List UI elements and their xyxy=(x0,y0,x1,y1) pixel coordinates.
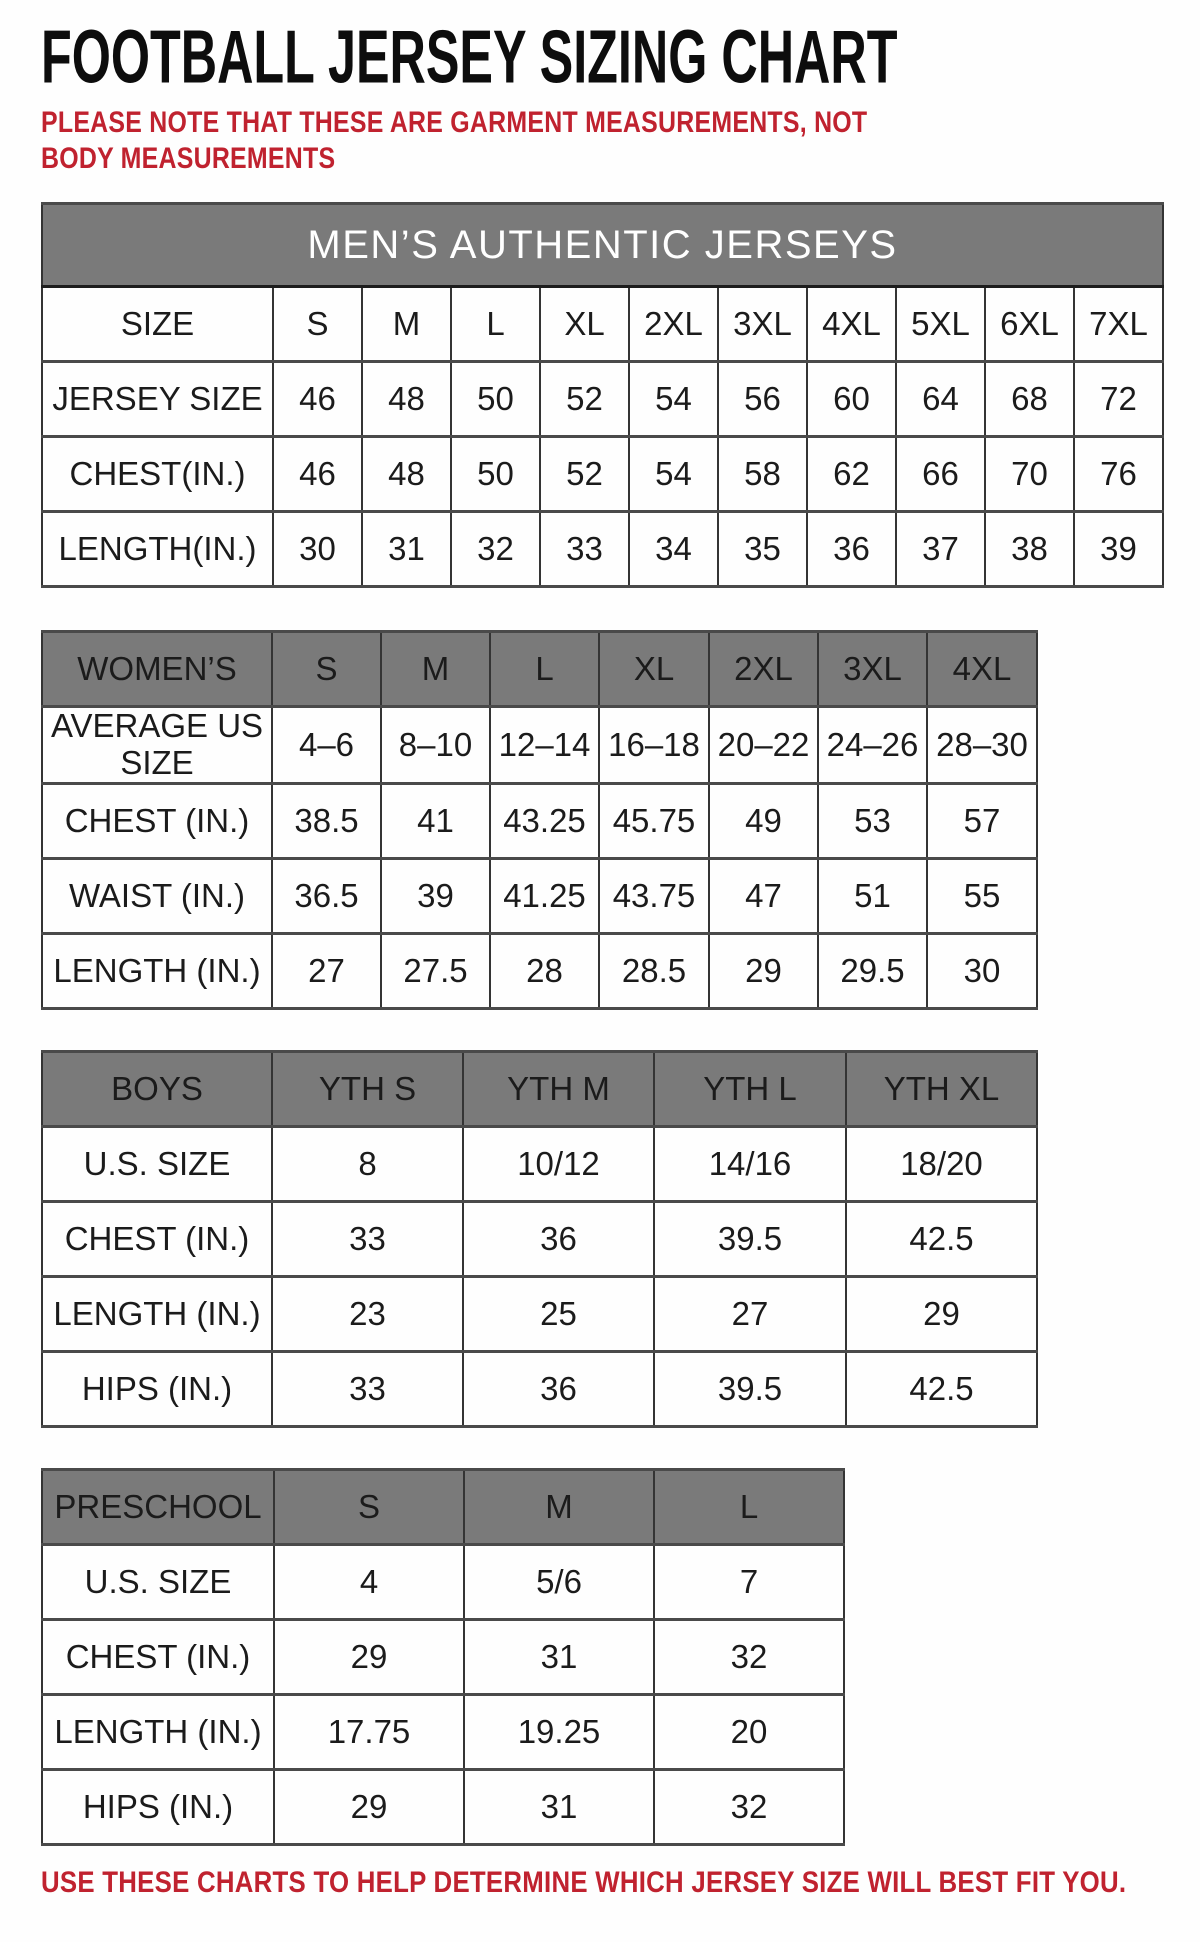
value-cell: 19.25 xyxy=(464,1695,654,1770)
value-cell: 29 xyxy=(274,1620,464,1695)
value-cell: 39.5 xyxy=(654,1352,846,1427)
mens-authentic-jerseys-table xyxy=(41,202,1164,588)
value-cell: 39 xyxy=(1074,512,1163,587)
table-row xyxy=(42,1127,1037,1202)
column-header-cell: 2XL xyxy=(629,287,718,362)
table-row xyxy=(42,1695,844,1770)
column-header-cell: YTH S xyxy=(272,1052,463,1127)
column-header-cell: L xyxy=(654,1470,844,1545)
value-cell: 38 xyxy=(985,512,1074,587)
boys-sizing-table xyxy=(41,1050,1038,1428)
header-row xyxy=(42,632,1037,707)
value-cell: 31 xyxy=(464,1770,654,1845)
value-cell: 4–6 xyxy=(272,707,381,784)
value-cell: 29.5 xyxy=(818,934,927,1009)
value-cell: 53 xyxy=(818,784,927,859)
value-cell: 50 xyxy=(451,437,540,512)
value-cell: 20 xyxy=(654,1695,844,1770)
preschool-sizing-table xyxy=(41,1468,845,1846)
table-row xyxy=(42,784,1037,859)
column-header-cell: XL xyxy=(540,287,629,362)
column-header-cell: 3XL xyxy=(818,632,927,707)
garment-measurements-note: PLEASE NOTE THAT THESE ARE GARMENT MEASUREMENTS, NOT BODY MEASUREMENTS xyxy=(41,106,868,175)
value-cell: 55 xyxy=(927,859,1037,934)
value-cell: 18/20 xyxy=(846,1127,1037,1202)
mens-table-title: MEN’S AUTHENTIC JERSEYS xyxy=(42,204,1163,287)
value-cell: 66 xyxy=(896,437,985,512)
column-header-cell: S xyxy=(272,632,381,707)
row-label-cell: U.S. SIZE xyxy=(42,1127,272,1202)
value-cell: 28 xyxy=(490,934,599,1009)
value-cell: 52 xyxy=(540,437,629,512)
value-cell: 27.5 xyxy=(381,934,490,1009)
row-label-cell: LENGTH (IN.) xyxy=(42,1695,274,1770)
column-header-cell: 5XL xyxy=(896,287,985,362)
value-cell: 23 xyxy=(272,1277,463,1352)
row-label-cell: CHEST (IN.) xyxy=(42,784,272,859)
footer-note: USE THESE CHARTS TO HELP DETERMINE WHICH JERSEY SIZE WILL BEST FIT YOU. xyxy=(41,1866,1127,1900)
table-row xyxy=(42,1352,1037,1427)
column-header-cell: M xyxy=(464,1470,654,1545)
column-header-cell: 7XL xyxy=(1074,287,1163,362)
row-label-cell: CHEST (IN.) xyxy=(42,1202,272,1277)
header-row xyxy=(42,1470,844,1545)
value-cell: 31 xyxy=(362,512,451,587)
value-cell: 56 xyxy=(718,362,807,437)
value-cell: 42.5 xyxy=(846,1202,1037,1277)
column-header-cell: S xyxy=(274,1470,464,1545)
value-cell: 68 xyxy=(985,362,1074,437)
table-row xyxy=(42,1202,1037,1277)
value-cell: 36 xyxy=(807,512,896,587)
column-header-cell: YTH M xyxy=(463,1052,654,1127)
value-cell: 42.5 xyxy=(846,1352,1037,1427)
value-cell: 50 xyxy=(451,362,540,437)
value-cell: 33 xyxy=(272,1352,463,1427)
womens-sizing-table xyxy=(41,630,1038,1010)
value-cell: 5/6 xyxy=(464,1545,654,1620)
column-header-cell: 4XL xyxy=(927,632,1037,707)
value-cell: 46 xyxy=(273,437,362,512)
value-cell: 33 xyxy=(540,512,629,587)
table-row xyxy=(42,1545,844,1620)
row-label-cell: WAIST (IN.) xyxy=(42,859,272,934)
value-cell: 43.75 xyxy=(599,859,709,934)
value-cell: 62 xyxy=(807,437,896,512)
value-cell: 14/16 xyxy=(654,1127,846,1202)
header-row xyxy=(42,1052,1037,1127)
value-cell: 57 xyxy=(927,784,1037,859)
value-cell: 8–10 xyxy=(381,707,490,784)
value-cell: 38.5 xyxy=(272,784,381,859)
value-cell: 36 xyxy=(463,1352,654,1427)
value-cell: 24–26 xyxy=(818,707,927,784)
column-header-cell: YTH L xyxy=(654,1052,846,1127)
value-cell: 25 xyxy=(463,1277,654,1352)
value-cell: 49 xyxy=(709,784,818,859)
value-cell: 4 xyxy=(274,1545,464,1620)
value-cell: 39.5 xyxy=(654,1202,846,1277)
column-header-cell: 2XL xyxy=(709,632,818,707)
value-cell: 48 xyxy=(362,437,451,512)
value-cell: 70 xyxy=(985,437,1074,512)
value-cell: 76 xyxy=(1074,437,1163,512)
value-cell: 32 xyxy=(451,512,540,587)
value-cell: 43.25 xyxy=(490,784,599,859)
page-title: FOOTBALL JERSEY SIZING CHART xyxy=(41,15,898,100)
value-cell: 34 xyxy=(629,512,718,587)
mens-title-row xyxy=(42,204,1163,287)
column-header-cell: L xyxy=(451,287,540,362)
value-cell: 10/12 xyxy=(463,1127,654,1202)
column-header-cell: XL xyxy=(599,632,709,707)
value-cell: 35 xyxy=(718,512,807,587)
row-label-cell: HIPS (IN.) xyxy=(42,1352,272,1427)
value-cell: 28–30 xyxy=(927,707,1037,784)
value-cell: 16–18 xyxy=(599,707,709,784)
value-cell: 64 xyxy=(896,362,985,437)
value-cell: 41.25 xyxy=(490,859,599,934)
column-header-cell: BOYS xyxy=(42,1052,272,1127)
value-cell: 45.75 xyxy=(599,784,709,859)
value-cell: 36 xyxy=(463,1202,654,1277)
column-header-cell: L xyxy=(490,632,599,707)
table-row xyxy=(42,1770,844,1845)
column-header-cell: 4XL xyxy=(807,287,896,362)
table-row xyxy=(42,859,1037,934)
column-header-cell: S xyxy=(273,287,362,362)
table-row xyxy=(42,934,1037,1009)
value-cell: 54 xyxy=(629,362,718,437)
value-cell: 29 xyxy=(709,934,818,1009)
table-row xyxy=(42,362,1163,437)
table-row xyxy=(42,512,1163,587)
row-label-cell: HIPS (IN.) xyxy=(42,1770,274,1845)
column-header-cell: SIZE xyxy=(42,287,273,362)
value-cell: 46 xyxy=(273,362,362,437)
value-cell: 39 xyxy=(381,859,490,934)
column-header-cell: WOMEN’S xyxy=(42,632,272,707)
value-cell: 60 xyxy=(807,362,896,437)
value-cell: 31 xyxy=(464,1620,654,1695)
value-cell: 20–22 xyxy=(709,707,818,784)
header-row xyxy=(42,287,1163,362)
row-label-cell: U.S. SIZE xyxy=(42,1545,274,1620)
value-cell: 52 xyxy=(540,362,629,437)
value-cell: 33 xyxy=(272,1202,463,1277)
row-label-cell: AVERAGE US SIZE xyxy=(42,707,272,784)
value-cell: 41 xyxy=(381,784,490,859)
value-cell: 48 xyxy=(362,362,451,437)
value-cell: 47 xyxy=(709,859,818,934)
value-cell: 72 xyxy=(1074,362,1163,437)
table-row xyxy=(42,1620,844,1695)
column-header-cell: M xyxy=(362,287,451,362)
column-header-cell: PRESCHOOL xyxy=(42,1470,274,1545)
value-cell: 58 xyxy=(718,437,807,512)
table-row xyxy=(42,437,1163,512)
value-cell: 17.75 xyxy=(274,1695,464,1770)
table-row xyxy=(42,1277,1037,1352)
value-cell: 54 xyxy=(629,437,718,512)
column-header-cell: 6XL xyxy=(985,287,1074,362)
value-cell: 8 xyxy=(272,1127,463,1202)
row-label-cell: LENGTH(IN.) xyxy=(42,512,273,587)
column-header-cell: M xyxy=(381,632,490,707)
row-label-cell: LENGTH (IN.) xyxy=(42,1277,272,1352)
value-cell: 29 xyxy=(846,1277,1037,1352)
value-cell: 51 xyxy=(818,859,927,934)
value-cell: 32 xyxy=(654,1770,844,1845)
row-label-cell: JERSEY SIZE xyxy=(42,362,273,437)
value-cell: 7 xyxy=(654,1545,844,1620)
value-cell: 32 xyxy=(654,1620,844,1695)
column-header-cell: YTH XL xyxy=(846,1052,1037,1127)
table-row xyxy=(42,707,1037,784)
value-cell: 27 xyxy=(272,934,381,1009)
value-cell: 28.5 xyxy=(599,934,709,1009)
column-header-cell: 3XL xyxy=(718,287,807,362)
value-cell: 30 xyxy=(927,934,1037,1009)
value-cell: 36.5 xyxy=(272,859,381,934)
value-cell: 12–14 xyxy=(490,707,599,784)
row-label-cell: LENGTH (IN.) xyxy=(42,934,272,1009)
value-cell: 30 xyxy=(273,512,362,587)
value-cell: 37 xyxy=(896,512,985,587)
value-cell: 27 xyxy=(654,1277,846,1352)
value-cell: 29 xyxy=(274,1770,464,1845)
row-label-cell: CHEST (IN.) xyxy=(42,1620,274,1695)
row-label-cell: CHEST(IN.) xyxy=(42,437,273,512)
